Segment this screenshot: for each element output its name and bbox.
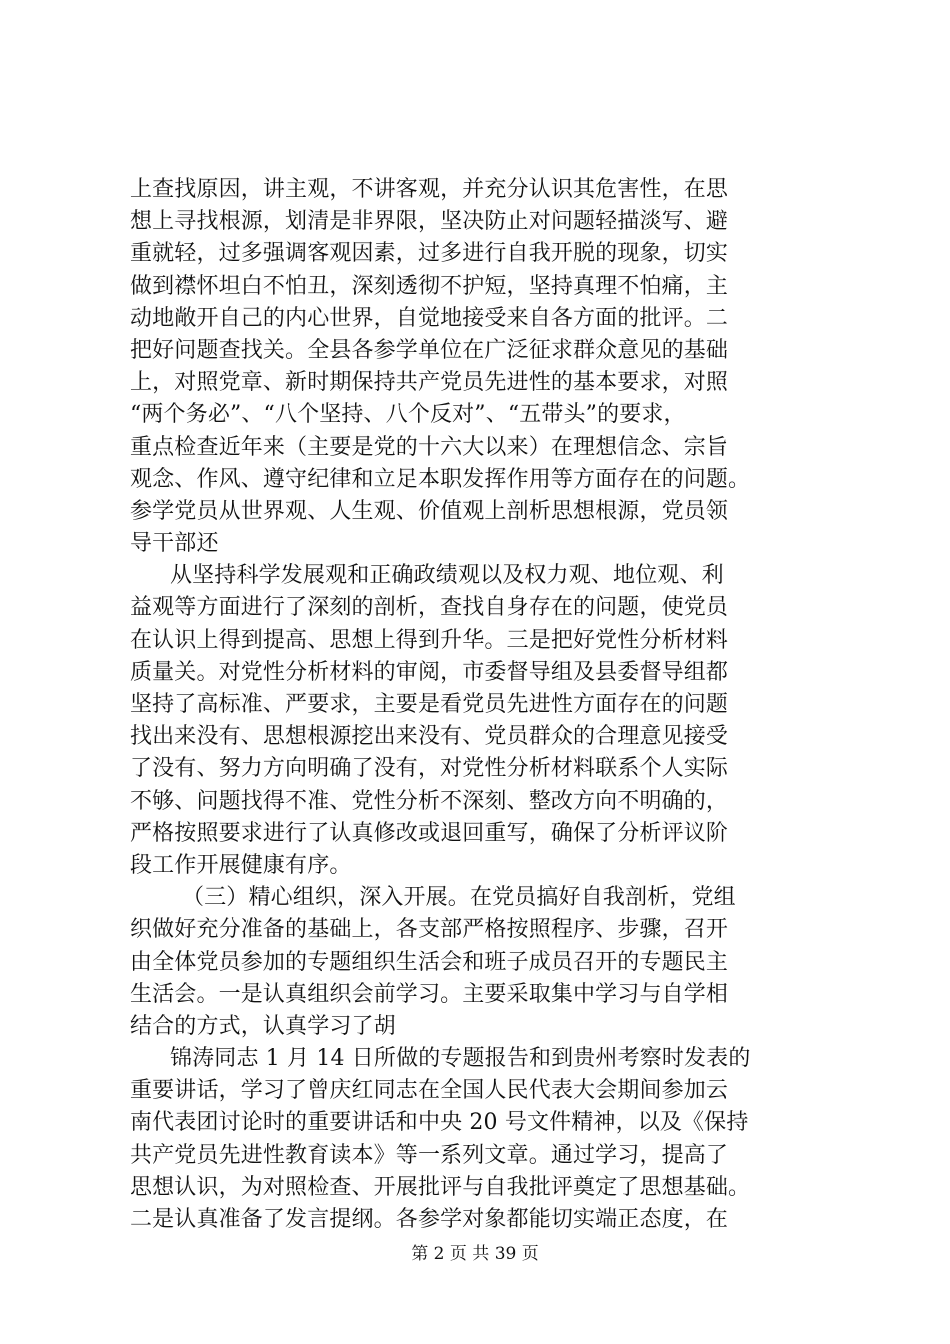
text-line: 参学党员从世界观、人生观、价值观上剖析思想根源，党员领 (130, 498, 729, 524)
text-line: 生活会。一是认真组织会前学习。主要采取集中学习与自学相 (130, 981, 729, 1007)
text-line: 做到襟怀坦白不怕丑，深刻透彻不护短，坚持真理不怕痛，主 (130, 273, 729, 299)
text-line: 思想认识，为对照检查、开展批评与自我批评奠定了思想基础。 (130, 1174, 751, 1200)
text-line: 南代表团讨论时的重要讲话和中央 20 号文件精神，以及《保持 (130, 1110, 749, 1136)
paragraph-start-line: 从坚持科学发展观和正确政绩观以及权力观、地位观、利 (170, 563, 724, 589)
text-line: 共产党员先进性教育读本》等一系列文章。通过学习，提高了 (130, 1142, 729, 1168)
text-line: 上，对照党章、新时期保持共产党员先进性的基本要求，对照 (130, 370, 729, 396)
text-line: 严格按照要求进行了认真修改或退回重写，确保了分析评议阶 (130, 820, 729, 846)
text-line: 织做好充分准备的基础上，各支部严格按照程序、步骤，召开 (130, 917, 729, 943)
text-line: 重要讲话，学习了曾庆红同志在全国人民代表大会期间参加云 (130, 1078, 729, 1104)
text-line: 坚持了高标准、严要求，主要是看党员先进性方面存在的问题 (130, 692, 729, 717)
text-line: 益观等方面进行了深刻的剖析，查找自身存在的问题，使党员 (130, 595, 729, 621)
text-line: 上查找原因，讲主观，不讲客观，并充分认识其危害性，在思 (130, 177, 729, 202)
text-line: 找出来没有、思想根源挖出来没有、党员群众的合理意见接受 (130, 724, 729, 750)
section-heading-line: （三）精心组织，深入开展。在党员搞好自我剖析，党组 (182, 885, 736, 911)
text-line: 重就轻，过多强调客观因素，过多进行自我开脱的现象，切实 (130, 241, 729, 267)
text-line: 质量关。对党性分析材料的审阅，市委督导组及县委督导组都 (130, 659, 729, 685)
text-line: 把好问题查找关。全县各参学单位在广泛征求群众意见的基础 (130, 337, 729, 363)
text-line: 导干部还 (130, 531, 219, 557)
text-line: 动地敞开自己的内心世界，自觉地接受来自各方面的批评。二 (130, 305, 729, 331)
text-line: 二是认真准备了发言提纲。各参学对象都能切实端正态度，在 (130, 1207, 729, 1232)
text-line: 不够、问题找得不准、党性分析不深刻、整改方向不明确的， (130, 788, 729, 814)
text-line: 段工作开展健康有序。 (130, 852, 352, 878)
text-line: “两个务必”、“八个坚持、八个反对”、“五带头”的要求， (130, 402, 686, 428)
text-line: 了没有、努力方向明确了没有，对党性分析材料联系个人实际 (130, 756, 729, 782)
paragraph-start-line: 锦涛同志 1 月 14 日所做的专题报告和到贵州考察时发表的 (170, 1046, 751, 1072)
text-line: 由全体党员参加的专题组织生活会和班子成员召开的专题民主 (130, 949, 729, 975)
text-line: 结合的方式，认真学习了胡 (130, 1013, 396, 1039)
text-line: 想上寻找根源，划清是非界限，坚决防止对问题轻描淡写、避 (130, 209, 729, 235)
text-line: 观念、作风、遵守纪律和立足本职发挥作用等方面存在的问题。 (130, 466, 751, 492)
text-line: 在认识上得到提高、思想上得到升华。三是把好党性分析材料 (130, 627, 729, 653)
page-number-footer: 第 2 页 共 39 页 (411, 1244, 539, 1264)
body-text (130, 174, 830, 1236)
text-line: 重点检查近年来（主要是党的十六大以来）在理想信念、宗旨 (130, 434, 729, 460)
